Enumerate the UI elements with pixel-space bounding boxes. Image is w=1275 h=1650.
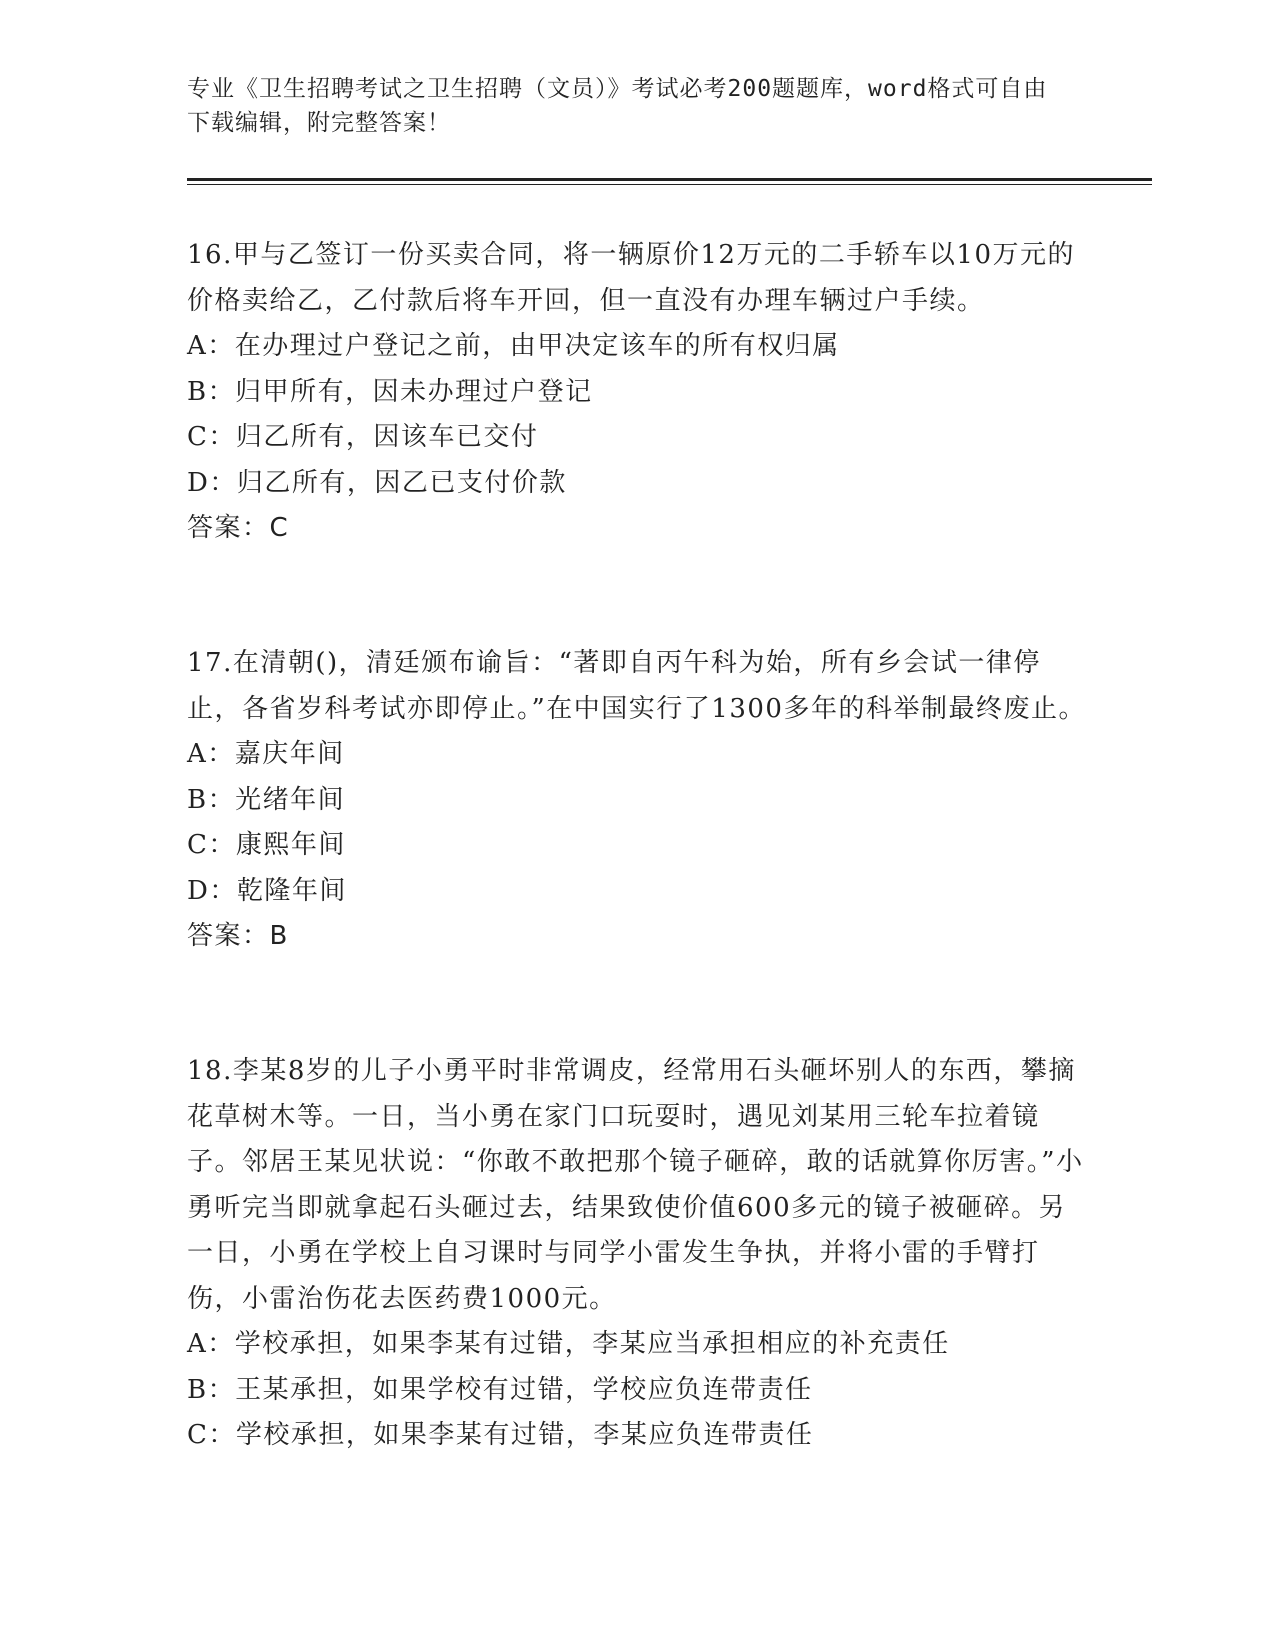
option-b: B：光绪年间 bbox=[187, 784, 346, 815]
question-18 bbox=[187, 1049, 1087, 1459]
option-b: B：归甲所有，因未办理过户登记 bbox=[187, 376, 593, 407]
question-16 bbox=[187, 233, 1087, 552]
option-c: C：归乙所有，因该车已交付 bbox=[187, 422, 539, 452]
option-c: C：康熙年间 bbox=[187, 830, 346, 860]
header-divider-thin bbox=[187, 184, 1152, 185]
option-d: D：归乙所有，因乙已支付价款 bbox=[187, 467, 567, 498]
question-stem: 16.甲与乙签订一份买卖合同，将一辆原价12万元的二手轿车以10万元的价格卖给乙，乙付款后将车开回，但一直没有办理车辆过户手续。 bbox=[187, 240, 1076, 316]
option-a: A：学校承担，如果李某有过错，李某应当承担相应的补充责任 bbox=[187, 1329, 950, 1359]
answer: 答案：C bbox=[187, 513, 290, 543]
option-a: A：嘉庆年间 bbox=[187, 739, 345, 769]
header-divider-thick bbox=[187, 178, 1152, 181]
option-d: D：乾隆年间 bbox=[187, 875, 347, 906]
document-header: 专业《卫生招聘考试之卫生招聘（文员）》考试必考200题题库，word格式可自由下载编辑，附完整答案！ bbox=[187, 76, 1048, 136]
option-b: B：王某承担，如果学校有过错，学校应负连带责任 bbox=[187, 1374, 813, 1405]
question-17 bbox=[187, 641, 1087, 960]
question-stem: 17.在清朝()，清廷颁布谕旨：“著即自丙午科为始，所有乡会试一律停止，各省岁科考试亦即停止。”在中国实行了1300多年的科举制最终废止。 bbox=[187, 648, 1086, 724]
question-stem: 18.李某8岁的儿子小勇平时非常调皮，经常用石头砸坏别人的东西，攀摘花草树木等。一日，当小勇在家门口玩耍时，遇见刘某用三轮车拉着镜子。邻居王某见状说：“你敢不敢把那个镜子砸碎，敢的话就算你厉害。”小勇听完当即就拿起石头砸过去，结果致使价值600多元的镜子被砸碎。另一日，小勇在学校上自习课时与同学小雷发生争执，并将小雷的手臂打伤，小雷治伤花去医药费1000元。 bbox=[187, 1056, 1084, 1314]
option-a: A：在办理过户登记之前，由甲决定该车的所有权归属 bbox=[187, 331, 840, 361]
answer: 答案：B bbox=[187, 921, 289, 951]
option-c: C：学校承担，如果李某有过错，李某应负连带责任 bbox=[187, 1420, 814, 1450]
